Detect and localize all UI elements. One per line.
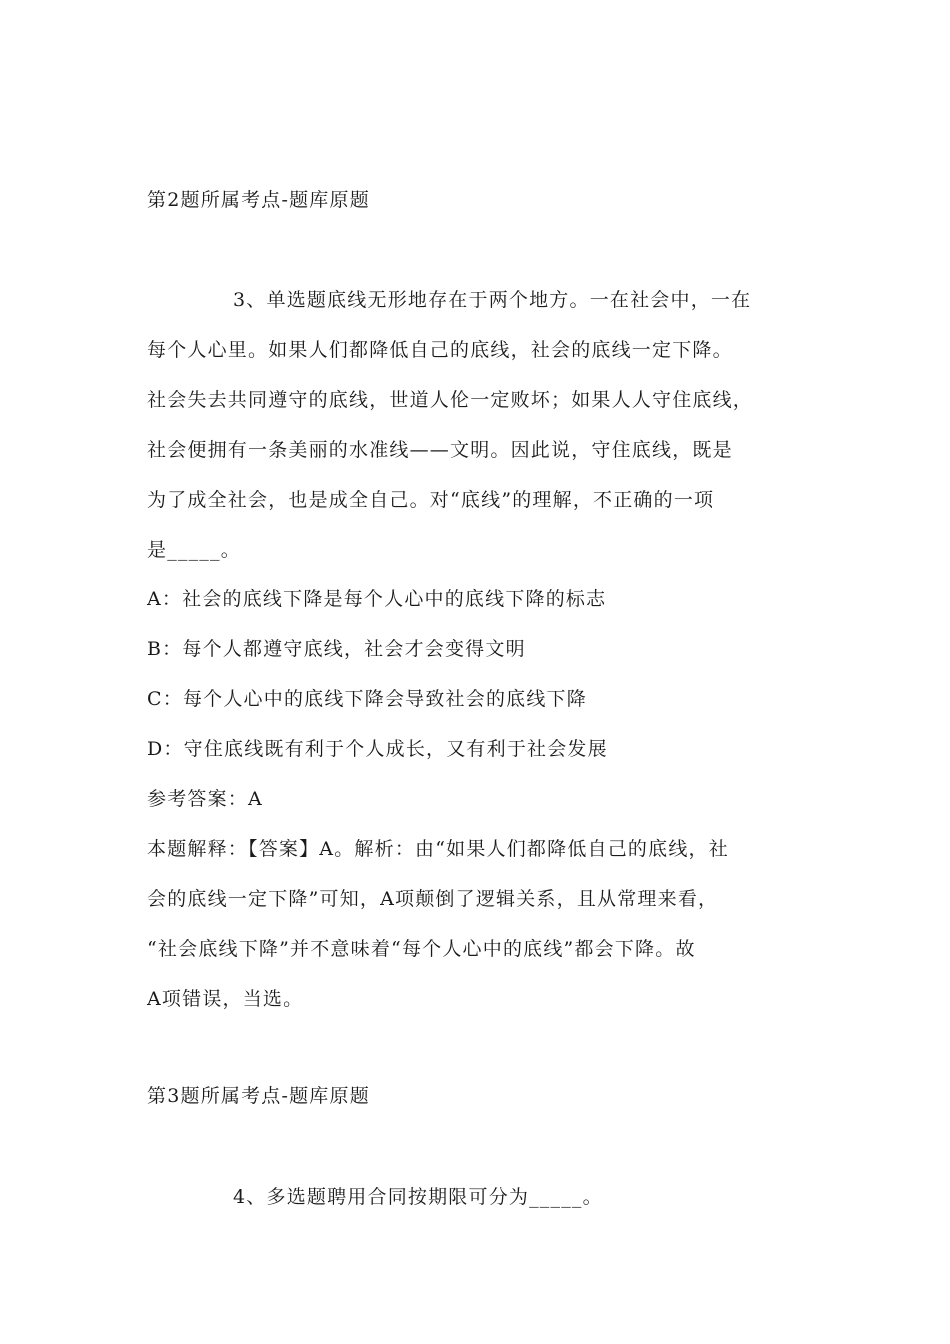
question3-line-3: 社会失去共同遵守的底线，世道人伦一定败坏；如果人人守住底线， (147, 389, 754, 411)
option-c: C：每个人心中的底线下降会导致社会的底线下降 (147, 688, 587, 710)
explanation-line-1: 本题解释：【答案】A。解析：由“如果人们都降低自己的底线，社 (147, 838, 729, 860)
section-topic-q2: 第2题所属考点-题库原题 (147, 189, 370, 211)
option-b: B：每个人都遵守底线，社会才会变得文明 (147, 638, 526, 660)
question3-line-2: 每个人心里。如果人们都降低自己的底线，社会的底线一定下降。 (147, 339, 733, 361)
option-a: A：社会的底线下降是每个人心中的底线下降的标志 (147, 588, 607, 610)
reference-answer: 参考答案：A (147, 788, 263, 810)
explanation-line-4: A项错误，当选。 (147, 988, 304, 1010)
question3-line-6: 是_____。 (147, 539, 241, 561)
question3-line-1: 3、单选题底线无形地存在于两个地方。一在社会中，一在 (233, 289, 752, 311)
section-topic-q3: 第3题所属考点-题库原题 (147, 1085, 370, 1107)
option-d: D：守住底线既有利于个人成长，又有利于社会发展 (147, 738, 608, 760)
question3-line-5: 为了成全社会，也是成全自己。对“底线”的理解，不正确的一项 (147, 489, 715, 511)
question3-line-4: 社会便拥有一条美丽的水准线——文明。因此说，守住底线，既是 (147, 439, 733, 461)
explanation-line-3: “社会底线下降”并不意味着“每个人心中的底线”都会下降。故 (147, 938, 696, 960)
explanation-line-2: 会的底线一定下降”可知，A项颠倒了逻辑关系，且从常理来看， (147, 888, 719, 910)
question4-line-1: 4、多选题聘用合同按期限可分为_____。 (233, 1186, 603, 1208)
